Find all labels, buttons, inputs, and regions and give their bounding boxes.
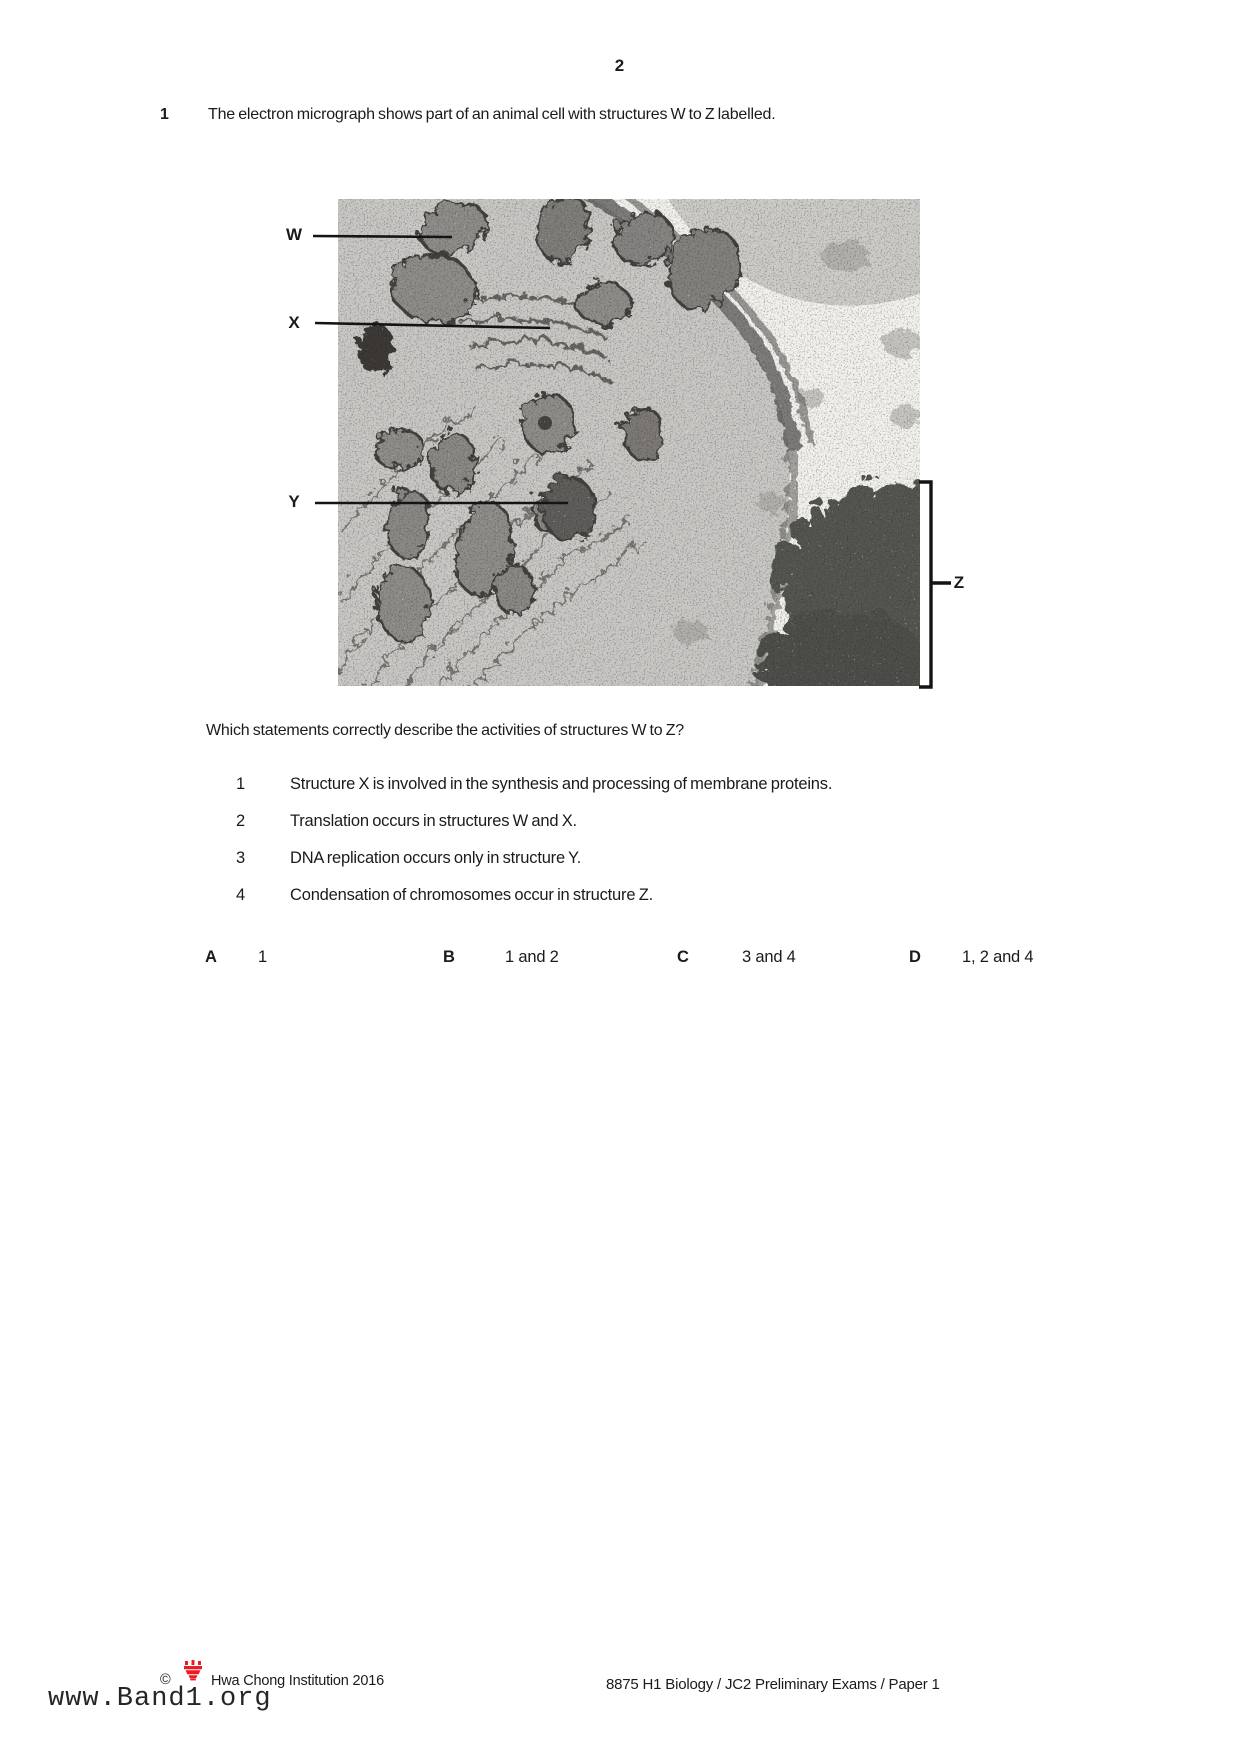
option-letter-c: C xyxy=(677,948,689,966)
question-prompt: Which statements correctly describe the activities of structures W to Z? xyxy=(206,722,684,739)
electron-micrograph-figure xyxy=(250,190,1050,700)
statement-row-1 xyxy=(236,775,832,794)
option-letter-b: B xyxy=(443,948,455,966)
figure-label-z: Z xyxy=(953,573,965,592)
option-letter-d: D xyxy=(909,948,921,966)
statement-number: 3 xyxy=(236,849,245,867)
figure-label-w: W xyxy=(285,225,303,244)
electron-micrograph-image xyxy=(338,199,920,686)
footer-institution: Hwa Chong Institution 2016 xyxy=(211,1673,384,1689)
page-number: 2 xyxy=(614,56,625,75)
statement-row-4 xyxy=(236,886,653,905)
question-number: 1 xyxy=(160,106,169,123)
statement-text: Translation occurs in structures W and X. xyxy=(290,812,577,830)
figure-label-y: Y xyxy=(288,492,300,511)
copyright-symbol: © xyxy=(160,1672,171,1688)
statement-number: 2 xyxy=(236,812,245,830)
statement-number: 1 xyxy=(236,775,245,793)
option-text-c: 3 and 4 xyxy=(742,948,796,966)
question-intro-text: The electron micrograph shows part of an animal cell with structures W to Z labelled. xyxy=(208,106,776,123)
hwa-chong-crest-logo xyxy=(182,1659,204,1681)
statement-row-2 xyxy=(236,812,577,831)
option-text-d: 1, 2 and 4 xyxy=(962,948,1034,966)
bracket-z xyxy=(919,482,931,687)
footer-paper-info: 8875 H1 Biology / JC2 Preliminary Exams / Paper 1 xyxy=(606,1676,940,1693)
option-text-b: 1 and 2 xyxy=(505,948,559,966)
option-letter-a: A xyxy=(205,948,217,966)
watermark-text: www.Band1.org xyxy=(48,1684,272,1714)
statement-text: DNA replication occurs only in structure Y. xyxy=(290,849,582,867)
statement-number: 4 xyxy=(236,886,245,904)
figure-label-x: X xyxy=(288,313,300,332)
option-text-a: 1 xyxy=(258,948,267,966)
statement-text: Structure X is involved in the synthesis and processing of membrane proteins. xyxy=(290,775,833,793)
statement-text: Condensation of chromosomes occur in structure Z. xyxy=(290,886,653,904)
options-row xyxy=(0,948,1239,972)
statement-row-3 xyxy=(236,849,581,868)
